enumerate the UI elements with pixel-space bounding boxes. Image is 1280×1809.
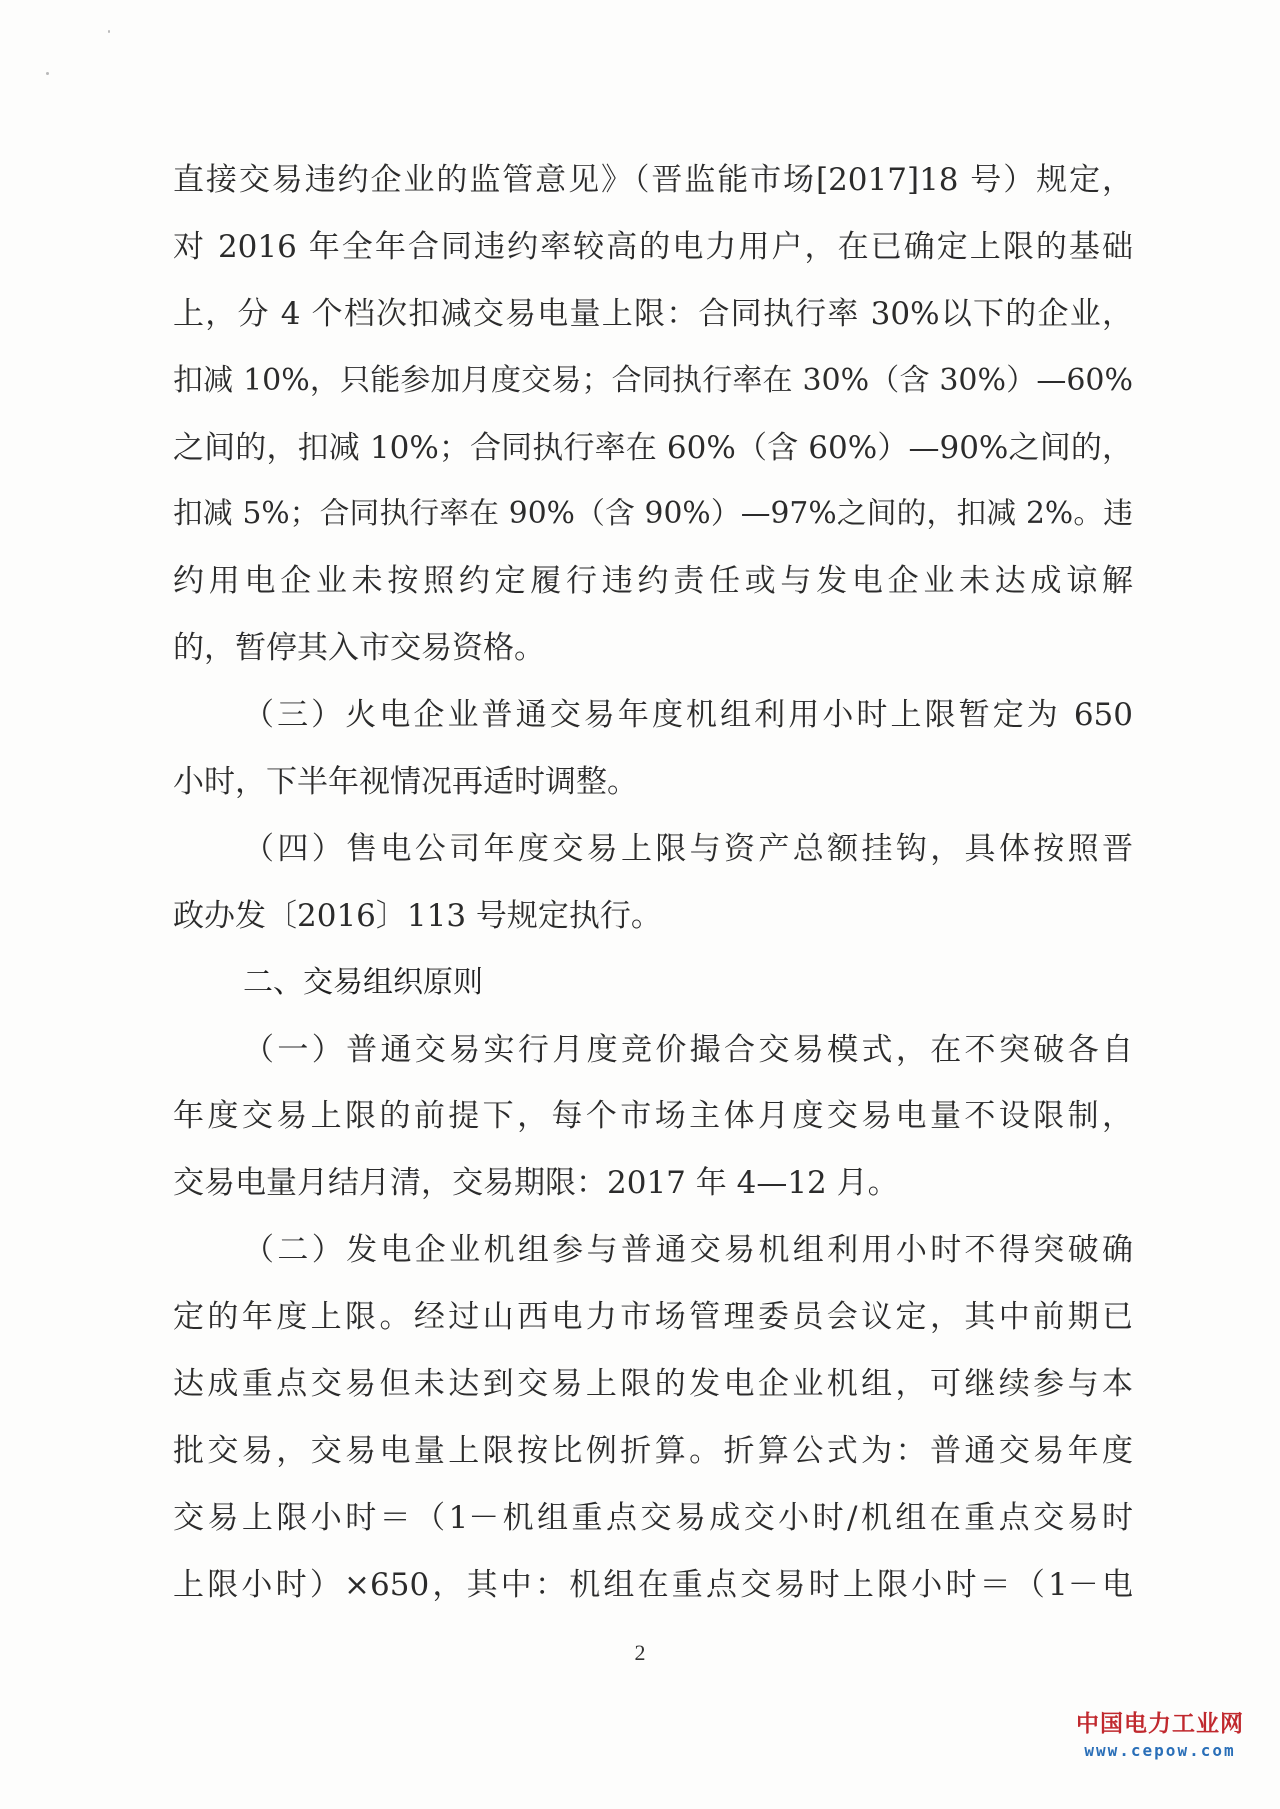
document-body <box>173 147 1133 1619</box>
text-line: 上，分 4 个档次扣减交易电量上限：合同执行率 30%以下的企业， <box>173 295 1133 332</box>
text-line: 之间的，扣减 10%；合同执行率在 60%（含 60%）—90%之间的， <box>173 429 1133 466</box>
text-line: （四）售电公司年度交易上限与资产总额挂钩，具体按照晋 <box>243 830 1133 867</box>
text-line: （三）火电企业普通交易年度机组利用小时上限暂定为 650 <box>243 697 1133 734</box>
page-number: 2 <box>634 1640 646 1665</box>
text-line: 的，暂停其入市交易资格。 <box>173 630 545 667</box>
text-line: 达成重点交易但未达到交易上限的发电企业机组，可继续参与本 <box>173 1366 1133 1403</box>
text-line: 定的年度上限。经过山西电力市场管理委员会议定，其中前期已 <box>173 1299 1133 1336</box>
text-line: （二）发电企业机组参与普通交易机组利用小时不得突破确 <box>243 1232 1133 1269</box>
text-line: 上限小时）×650，其中：机组在重点交易时上限小时＝（1－电 <box>173 1566 1133 1603</box>
text-line: 小时，下半年视情况再适时调整。 <box>173 764 638 801</box>
text-line: 年度交易上限的前提下，每个市场主体月度交易电量不设限制， <box>173 1098 1133 1135</box>
text-line: 约用电企业未按照约定履行违约责任或与发电企业未达成谅解 <box>173 563 1133 600</box>
text-line: 交易上限小时＝（1－机组重点交易成交小时/机组在重点交易时 <box>173 1499 1133 1536</box>
text-line: 直接交易违约企业的监管意见》（晋监能市场[2017]18 号）规定， <box>173 162 1133 198</box>
text-line: 对 2016 年全年合同违约率较高的电力用户，在已确定上限的基础 <box>173 228 1133 265</box>
watermark-url: www.cepow.com <box>1084 1741 1236 1760</box>
text-line: 交易电量月结月清，交易期限：2017 年 4—12 月。 <box>173 1165 899 1202</box>
text-line: 扣减 5%；合同执行率在 90%（含 90%）—97%之间的，扣减 2%。违 <box>173 496 1133 532</box>
watermark-logo <box>1060 1709 1260 1763</box>
scan-speck <box>46 72 49 75</box>
text-line: 批交易，交易电量上限按比例折算。折算公式为：普通交易年度 <box>173 1432 1133 1469</box>
text-line: 政办发〔2016〕113 号规定执行。 <box>173 897 662 934</box>
scan-speck <box>108 30 110 33</box>
section-heading: 二、交易组织原则 <box>243 964 483 1000</box>
text-line: （一）普通交易实行月度竞价撮合交易模式，在不突破各自 <box>243 1031 1133 1068</box>
watermark-name: 中国电力工业网 <box>1076 1711 1244 1737</box>
text-line: 扣减 10%，只能参加月度交易；合同执行率在 30%（含 30%）—60% <box>173 362 1133 398</box>
